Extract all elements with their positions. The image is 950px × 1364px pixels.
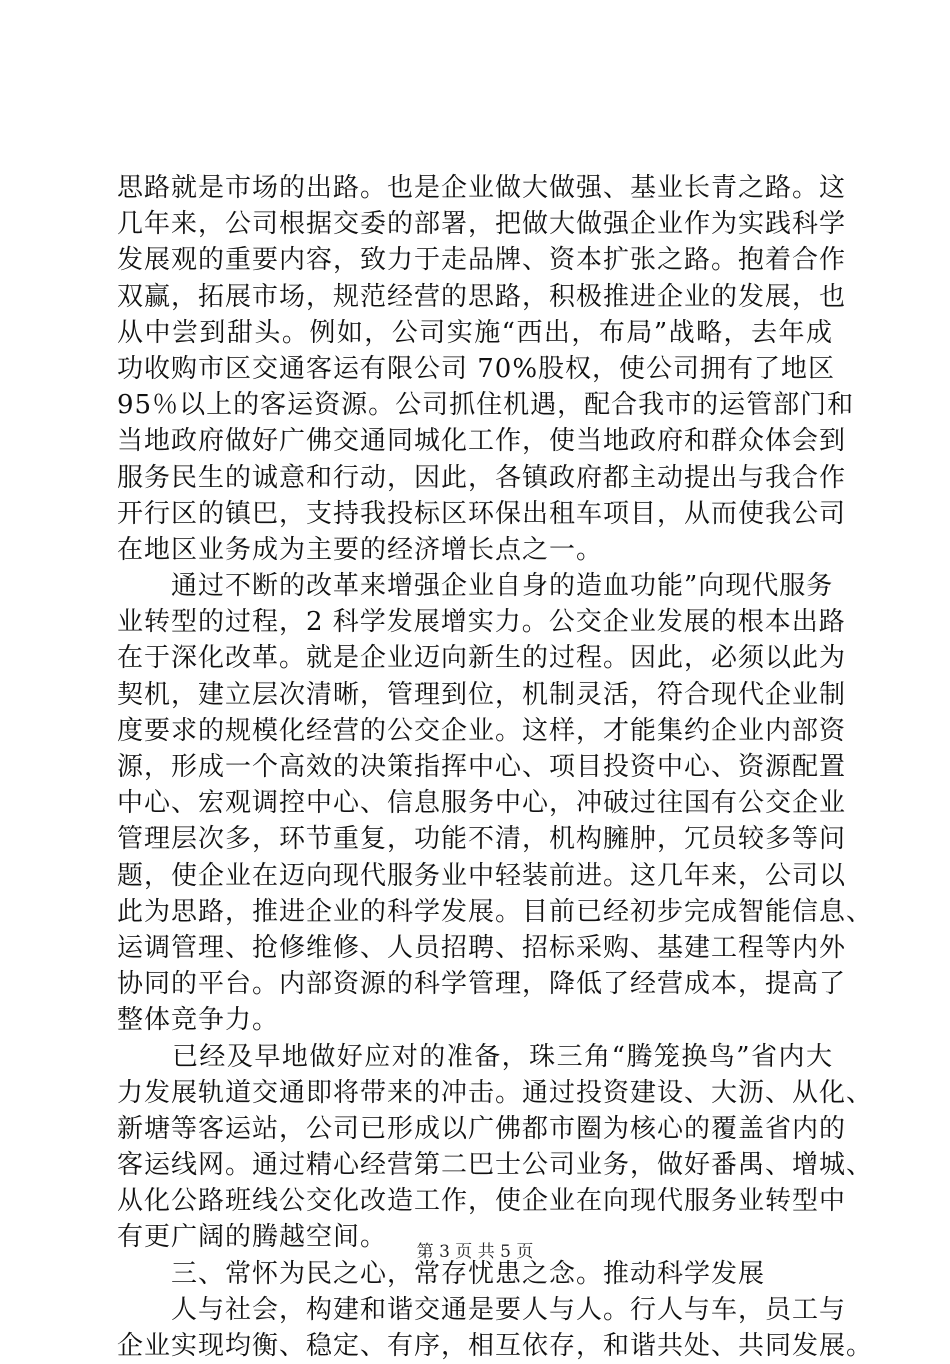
section-heading: 三、常怀为民之心，常存忧患之念。推动科学发展 [117,1258,766,1289]
text-line: 已经及早地做好应对的准备，珠三角“腾笼换鸟”省内大 [117,1041,833,1072]
text-line: 协同的平台。内部资源的科学管理，降低了经营成本，提高了 [117,969,847,1000]
text-line: 服务民生的诚意和行动，因此，各镇政府都主动提出与我合作 [117,462,847,493]
text-line: 契机，建立层次清晰，管理到位，机制灵活，符合现代企业制 [117,679,847,710]
text-line: 运调管理、抢修维修、人员招聘、招标采购、基建工程等内外 [117,932,847,963]
text-line: 中心、宏观调控中心、信息服务中心，冲破过往国有公交企业 [117,788,847,819]
text-line: 双赢，拓展市场，规范经营的思路，积极推进企业的发展，也 [117,281,847,312]
text-line: 源，形成一个高效的决策指挥中心、项目投资中心、资源配置 [117,752,847,782]
text-line: 通过不断的改革来增强企业自身的造血功能”向现代服务 [117,571,834,602]
text-line: 当地政府做好广佛交通同城化工作，使当地政府和群众体会到 [117,426,847,457]
text-line: 从化公路班线公交化改造工作，使企业在向现代服务业转型中 [117,1186,847,1217]
text-line: 客运线网。通过精心经营第二巴士公司业务，做好番禺、增城、 [117,1150,874,1181]
text-line: 95％以上的客运资源。公司抓住机遇，配合我市的运管部门和 [117,390,855,421]
text-line: 开行区的镇巴，支持我投标区环保出租车项目，从而使我公司 [117,498,847,529]
text-line: 企业实现均衡、稳定、有序，相互依存，和谐共处、共同发展。 [117,1331,874,1361]
page-number: 第 3 页 共 5 页 [416,1242,534,1262]
text-line: 思路就是市场的出路。也是企业做大做强、基业长青之路。这 [117,173,847,203]
text-line: 从中尝到甜头。例如，公司实施“西出，布局”战略，去年成 [117,317,833,348]
text-line: 发展观的重要内容，致力于走品牌、资本扩张之路。抱着合作 [117,245,847,276]
text-line: 几年来，公司根据交委的部署，把做大做强企业作为实践科学 [117,209,847,240]
text-line: 整体竞争力。 [117,1005,280,1036]
text-line: 在于深化改革。就是企业迈向新生的过程。因此，必须以此为 [117,643,847,674]
text-line: 有更广阔的腾越空间。 [117,1222,388,1253]
text-line: 题，使企业在迈向现代服务业中轻装前进。这几年来，公司以 [117,860,847,891]
text-line: 功收购市区交通客运有限公司 70%股权，使公司拥有了地区 [117,353,836,384]
text-line: 业转型的过程，2 科学发展增实力。公交企业发展的根本出路 [117,607,846,638]
text-line: 新塘等客运站，公司已形成以广佛都市圈为核心的覆盖省内的 [117,1113,847,1144]
text-line: 人与社会，构建和谐交通是要人与人。行人与车，员工与 [117,1294,847,1325]
body-text [117,170,874,1364]
text-line: 度要求的规模化经营的公交企业。这样，才能集约企业内部资 [117,715,847,746]
text-line: 此为思路，推进企业的科学发展。目前已经初步完成智能信息、 [117,896,874,927]
text-line: 管理层次多，环节重复，功能不清，机构臃肿，冗员较多等问 [117,824,847,855]
text-line: 力发展轨道交通即将带来的冲击。通过投资建设、大沥、从化、 [117,1077,874,1108]
text-line: 在地区业务成为主要的经济增长点之一。 [117,534,604,565]
